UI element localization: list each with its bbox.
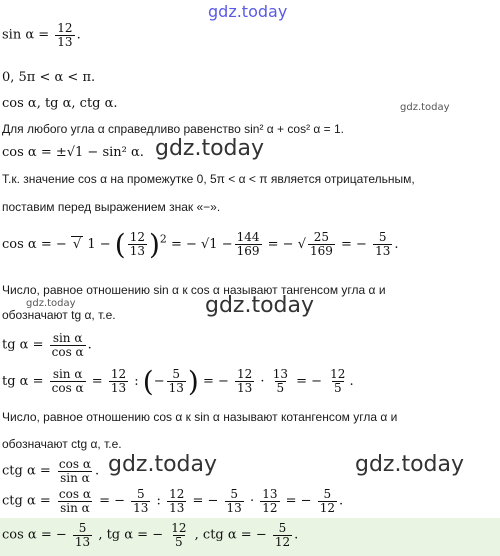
given-sin: sin α = $\frac{12}{13}$ . xyxy=(2,21,81,49)
ctg-formula: ctg α = $\frac{\text{cos α}}{\text{sin α}}$ . xyxy=(2,457,100,485)
find-list: cos α, tg α, ctg α. xyxy=(2,96,118,111)
negative-sign-text: Т.к. значение cos α на промежутке 0, 5π < α < π является отрицательным, xyxy=(2,172,415,186)
watermark-large: gdz.today xyxy=(205,293,315,318)
tan-definition: Число, равное отношению sin α к cos α называют тангенсом угла α и xyxy=(2,283,386,297)
ctg-calculation: ctg α = $\frac{\text{cos α}}{\text{sin α}}$ = − $\frac{5}{13}$ : $\frac{12}{13}$ = − $\frac{5}{13}$ · $\frac{13}{12}$ = − $\frac{5}{12}$ . xyxy=(2,487,344,515)
tan-definition: обозначают tg α, т.е. xyxy=(2,308,116,322)
ctg-definition: Число, равное отношению cos α к sin α называют котангенсом угла α и xyxy=(2,410,398,424)
watermark-large: gdz.today xyxy=(355,452,465,477)
tg-formula: tg α = $\frac{\text{sin α}}{\text{cos α}}$ . xyxy=(2,331,92,359)
cos-formula: cos α = ±√1 − sin² α. xyxy=(2,145,144,160)
given-interval: 0, 5π < α < π. xyxy=(2,70,96,85)
watermark-large: gdz.today xyxy=(108,452,218,477)
tg-calculation: tg α = $\frac{\text{sin α}}{\text{cos α}}$ = $\frac{12}{13}$ : (− $\frac{5}{13}$ ) = − $\frac{12}{13}$ · $\frac{13}{5}$ = − $\frac{12}{5}$ . xyxy=(2,365,354,398)
cos-calculation: cos α = − √ 1 − ( $\frac{12}{13}$ )$^2$ = − √1 − $\frac{144}{169}$ = − √ $\frac{25}{169}$ = − $\frac{5}{13}$ . xyxy=(2,228,399,261)
identity-text: Для любого угла α справедливо равенство sin² α + cos² α = 1. xyxy=(2,122,345,136)
ctg-definition: обозначают ctg α, т.е. xyxy=(2,437,122,451)
watermark-large: gdz.today xyxy=(155,136,265,161)
watermark-top: gdz.today xyxy=(208,2,288,21)
watermark-small: gdz.today xyxy=(400,102,450,113)
final-answer: cos α = − $\frac{5}{13}$ , tg α = − $\frac{12}{5}$ , ctg α = − $\frac{5}{12}$ . xyxy=(2,521,299,549)
negative-sign-text: поставим перед выражением знак «−». xyxy=(2,200,221,214)
watermark-small: gdz.today xyxy=(26,298,76,309)
